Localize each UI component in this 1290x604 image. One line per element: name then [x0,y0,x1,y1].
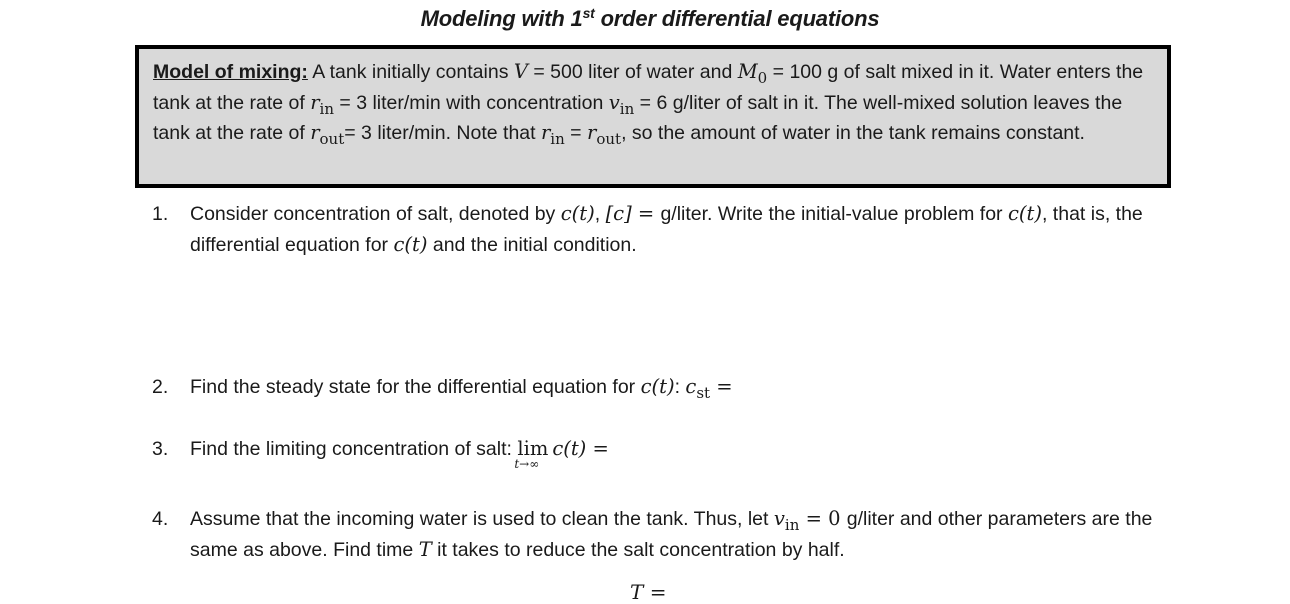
model-text: = 6 g/liter of salt in it. The well-mixed solution leaves the tank at the rate of [153,91,1123,144]
equals-zero: = 0 [799,507,847,530]
concentration-function: c(t) [560,202,595,225]
question-text-part: it takes to reduce the salt concentration by half. [431,538,845,561]
question-number: 3. [152,438,169,460]
mixing-model-box [135,45,1171,188]
title-text-end: order differential equations [594,6,880,31]
steady-state-symbol [685,375,733,402]
time-symbol: T [418,537,432,561]
question-text-part: Find the limiting concentration of salt: [190,438,518,460]
question-2 [152,372,1162,403]
rate-out-symbol [310,121,345,148]
question-text-part: and the initial condition. [427,233,637,256]
model-text: = 500 liter of water and [527,61,738,83]
rate-letter: r [540,121,551,144]
concentration-subscript: in [784,516,800,534]
model-text: = 3 liter/min. Note that [344,122,541,144]
question-3 [152,434,1162,471]
question-text-part: Assume that the incoming water is used to clean the tank. Thus, let [190,508,774,530]
question-number: 1. [152,203,169,225]
rate-letter: r [587,121,597,144]
concentration-function: c(t) [393,232,428,256]
question-text [190,504,1162,565]
question-number: 2. [152,376,169,398]
mass-subscript: 0 [757,69,768,87]
question-text-part: : [674,376,686,398]
question-text-part: g/liter. Write the initial-value problem for [660,203,1008,225]
rate-in-symbol [310,90,334,118]
mass-letter: M [737,60,758,83]
limit-label: lim [517,437,549,460]
model-heading: Model of mixing: [153,61,308,83]
model-text: = 100 g of salt mixed in it. Water enters the tank at the rate of [153,61,1144,114]
model-text: , so the amount of water in the tank remains constant. [621,122,1085,144]
question-1 [152,199,1162,260]
concentration-letter: v [773,507,785,530]
rate-subscript: out [596,130,622,148]
concentration-function: c(t) [552,437,587,460]
question-text-part: , that is, the differential equation for [190,203,1143,256]
concentration-in-symbol [608,90,635,118]
rate-letter: r [310,121,320,144]
model-text: A tank initially contains [307,61,514,83]
rate-subscript: out [319,130,345,148]
rate-in-symbol [540,121,565,148]
title-text: Modeling with 1 [420,6,583,31]
initial-mass-symbol [737,60,768,87]
question-text-part: Consider concentration of salt, denoted by [190,203,561,225]
question-text-part: Find the steady state for the differential equation for [190,376,641,398]
equals-sign: = [710,375,733,398]
question-text [190,199,1162,260]
concentration-letter: v [608,90,620,114]
question-number: 4. [152,508,169,530]
question-text-part: g/liter and other parameters are the same as above. Find time [190,508,1153,561]
question-4 [152,504,1162,565]
limit-subscript: t→∞ [514,457,540,471]
rate-subscript: in [550,130,565,148]
volume-symbol: V [513,60,528,83]
steady-state-letter: c [685,375,697,398]
equals-sign: = [586,437,609,460]
limit-operator [514,434,549,471]
concentration-subscript: in [619,99,635,118]
rate-letter: r [310,90,320,114]
units-expression: [c] = [605,202,661,225]
model-text: = 3 liter/min with concentration [333,91,609,114]
concentration-function: c(t) [640,375,675,398]
steady-state-subscript: st [696,384,711,402]
question-text-part: , [594,203,606,225]
concentration-function: c(t) [1007,202,1042,225]
rate-subscript: in [319,99,334,118]
model-text: = [564,122,587,144]
question-text [190,372,1162,403]
title-superscript: st [582,5,595,21]
concentration-in-symbol [773,507,847,534]
page-title [0,6,1290,32]
question-text [190,434,1162,471]
rate-out-symbol [587,121,622,148]
answer-t-equals: T = [630,580,667,604]
